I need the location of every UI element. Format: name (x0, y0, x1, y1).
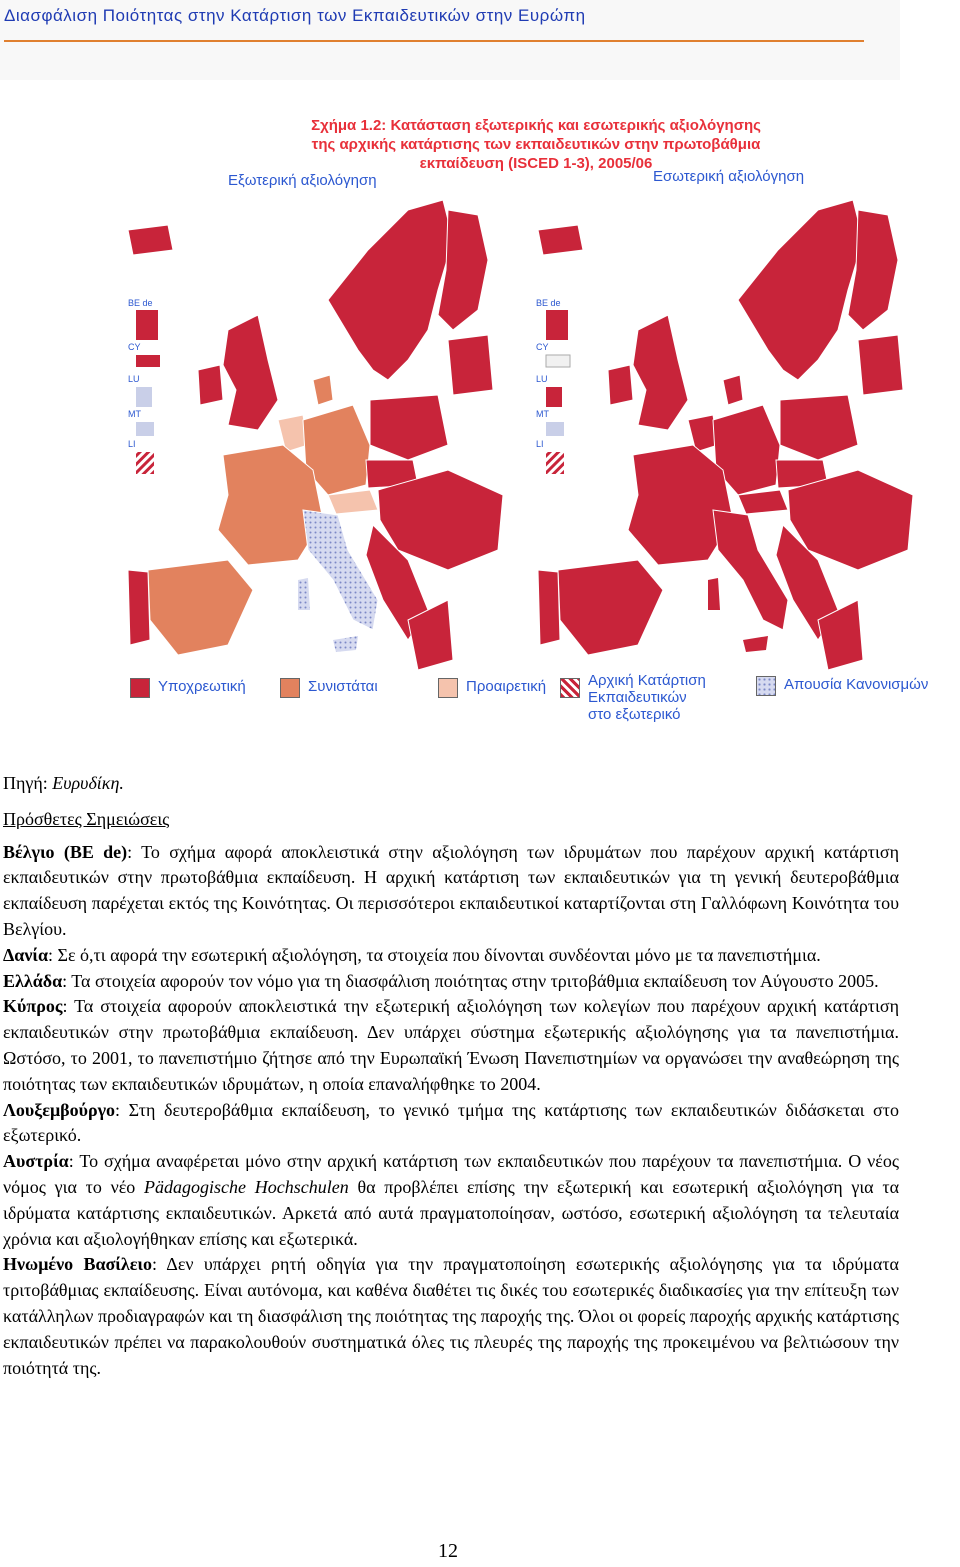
left-inset-label-cy: CY (128, 342, 141, 352)
legend-label-line: Εκπαιδευτικών (588, 689, 687, 706)
right-sardinia (708, 578, 720, 610)
right-inset-label-cy: CY (536, 342, 549, 352)
note-text: : Δεν υπάρχει ρητή οδηγία για την πραγματοποίηση εσωτερικής αξιολόγησης για τα ιδρύματα τριτοβάθμιας εκπαίδευσης. Είναι αυτόνομα, και καθένα διαθέτει τις δικές του εσωτερικές διαδικασίες για την επίτευξη των κατάλληλων προδιαγραφών και τη διασφάλιση της ποιότητας της παροχής της. Όλοι οι φορείς παροχής αρχικής κατάρτισης εκπαιδευτικών πρέπει να παρακολουθούν συστηματικά όλες τις πλευρές της παροχής της προκειμένου να βελτιώσουν την ποιότητά της. (3, 1254, 899, 1378)
left-uk (223, 315, 278, 430)
legend-item-optional (438, 678, 546, 698)
note-text: : Τα στοιχεία αφορούν τον νόμο για τη διασφάλιση ποιότητας στην τριτοβάθμια εκπαίδευση τον Αύγουστο 2005. (62, 970, 879, 991)
note-text: : Τα στοιχεία αφορούν αποκλειστικά την εξωτερική αξιολόγηση των κολεγίων που παρέχουν αρχική κατάρτιση εκπαιδευτικών στην πρωτοβάθμια εκπαίδευση. Δεν υπάρχει σύστημα εξωτερικής αξιολόγησης για τα πανεπιστήμια. Ωστόσο, το 2001, το πανεπιστήμιο ζήτησε από την Ευρωπαϊκή Ένωση Πανεπιστημίων να οργανώσει την αναθεώρηση της ποιότητας των εκπαιδευτικών ιδρυμάτων, η οποία επαναλήφθηκε το 2004. (3, 996, 899, 1094)
legend-label: Υποχρεωτική (158, 678, 246, 695)
legend-item-recommended (280, 678, 378, 698)
figure-title-line: Σχήμα 1.2: Κατάσταση εξωτερικής και εσωτερικής αξιολόγησης (311, 117, 761, 134)
page-number: 12 (438, 1540, 458, 1562)
note-text: θα προβλέπει επίσης την εξωτερική και εσωτερική αξιολόγηση για τα ιδρύματα κατάρτισης εκπαιδευτικών. Αρκετά από αυτά πραγματοποίησαν, ωστόσο, εσωτερική αξιολόγηση τα τελευταία χρόνια και αξιολογήθηκαν επίσης και εξωτερικά. (3, 1176, 900, 1249)
figure-title (256, 116, 816, 173)
legend-item-no-regulation (756, 676, 928, 696)
europe-maps (108, 100, 956, 740)
right-baltics (858, 335, 903, 395)
right-map (538, 200, 913, 670)
note-paragraph (3, 1149, 899, 1252)
legend-label-line: Αρχική Κατάρτιση (588, 672, 706, 689)
notes-heading-text: Πρόσθετες Σημειώσεις (3, 808, 170, 829)
note-term: Ελλάδα (3, 970, 63, 991)
right-scandinavia (738, 200, 863, 380)
left-ireland (198, 365, 223, 405)
source-line (3, 771, 899, 797)
note-term: Αυστρία (3, 1151, 69, 1172)
note-term: Λουξεμβούργο (3, 1099, 116, 1120)
left-inset-label-li: LI (128, 439, 136, 449)
legend-item-mandatory (130, 678, 246, 698)
note-term: Κύπρος (3, 996, 63, 1017)
right-uk (633, 315, 688, 430)
legend-label: Συνιστάται (308, 678, 378, 695)
header-rule (4, 40, 864, 42)
note-italic-term: Pädagogische Hochschulen (144, 1176, 349, 1197)
page-header (0, 0, 900, 80)
left-italy (303, 510, 378, 630)
note-term: Δανία (3, 944, 48, 965)
note-paragraph (3, 969, 899, 995)
left-inset-label-lu: LU (128, 374, 140, 384)
source-value: Ευρυδίκη. (52, 773, 124, 793)
left-inset-label-mt: MT (128, 409, 141, 419)
right-spain (558, 560, 663, 655)
right-italy (713, 510, 788, 630)
figure-maps (108, 100, 956, 740)
figure-title-line: εκπαίδευση (ISCED 1-3), 2005/06 (419, 155, 653, 172)
left-sardinia (298, 578, 310, 610)
legend-swatch (560, 678, 580, 698)
legend-swatch (756, 676, 776, 696)
source-label: Πηγή: (3, 773, 53, 793)
legend-swatch (130, 678, 150, 698)
right-portugal (538, 570, 560, 645)
left-scandinavia (328, 200, 453, 380)
left-inset-label-be: BE de (128, 298, 153, 308)
right-inset-label-be: BE de (536, 298, 561, 308)
note-text: : Το σχήμα αναφέρεται μόνο στην αρχική κατάρτιση των εκπαιδευτικών που παρέχουν τα πανεπιστήμια. Ο νέος νόμος για το νέο (3, 1151, 899, 1197)
left-baltics (448, 335, 493, 395)
legend-label: Απουσία Κανονισμών (784, 676, 929, 693)
note-paragraph (3, 1098, 899, 1150)
left-iceland (128, 225, 173, 255)
legend-label: Προαιρετική (466, 678, 547, 695)
note-term: Βέλγιο (BE de) (3, 841, 128, 862)
running-title: Διασφάλιση Ποιότητας στην Κατάρτιση των Εκπαιδευτικών στην Ευρώπη (4, 6, 586, 25)
note-paragraph (3, 994, 899, 1097)
left-map (128, 200, 503, 670)
legend-label-line: στο εξωτερικό (588, 706, 681, 723)
note-paragraph (3, 840, 899, 943)
internal-evaluation-label: Εσωτερική αξιολόγηση (653, 168, 805, 185)
left-insets (136, 310, 160, 474)
note-term: Ηνωμένο Βασίλειο (3, 1254, 152, 1275)
note-text: : Το σχήμα αφορά αποκλειστικά στην αξιολόγηση των ιδρυμάτων που παρέχουν αρχική κατάρτιση εκπαιδευτικών στην πρωτοβάθμια εκπαίδευση. Η αρχική κατάρτιση των εκπαιδευτικών για τη γενική δευτεροβάθμια εκπαίδευση παρέχεται εκτός της Κοινότητας. Οι περισσότεροι εκπαιδευτικοί καταρτίζονται στη Γαλλόφωνη Κοινότητα του Βελγίου. (3, 841, 899, 939)
left-portugal (128, 570, 150, 645)
legend-label-multiline (588, 672, 706, 723)
right-sicily (743, 636, 768, 652)
right-insets (546, 310, 570, 474)
note-text: : Σε ό,τι αφορά την εσωτερική αξιολόγηση, τα στοιχεία που δίνονται συνδέονται μόνο με τα πανεπιστήμια. (48, 944, 821, 965)
right-inset-label-mt: MT (536, 409, 549, 419)
body-text (3, 771, 899, 1381)
legend-swatch (280, 678, 300, 698)
legend-item-abroad (560, 672, 706, 723)
right-inset-label-li: LI (536, 439, 544, 449)
notes-heading (3, 807, 899, 833)
right-inset-label-lu: LU (536, 374, 548, 384)
right-poland (780, 395, 858, 460)
legend-swatch (438, 678, 458, 698)
note-paragraph (3, 1252, 899, 1381)
left-austria (328, 490, 378, 514)
right-austria (738, 490, 788, 514)
figure-title-line: της αρχικής κατάρτισης των εκπαιδευτικών στην πρωτοβάθμια (311, 136, 761, 153)
note-paragraph (3, 943, 899, 969)
left-spain (148, 560, 253, 655)
left-sicily (333, 636, 358, 652)
left-poland (370, 395, 448, 460)
right-ireland (608, 365, 633, 405)
note-text: : Στη δευτεροβάθμια εκπαίδευση, το γενικό τμήμα της κατάρτισης των εκπαιδευτικών διδάσκεται στο εξωτερικό. (3, 1099, 899, 1146)
external-evaluation-label: Εξωτερική αξιολόγηση (228, 172, 377, 189)
right-denmark (723, 375, 743, 405)
left-denmark (313, 375, 333, 405)
right-iceland (538, 225, 583, 255)
